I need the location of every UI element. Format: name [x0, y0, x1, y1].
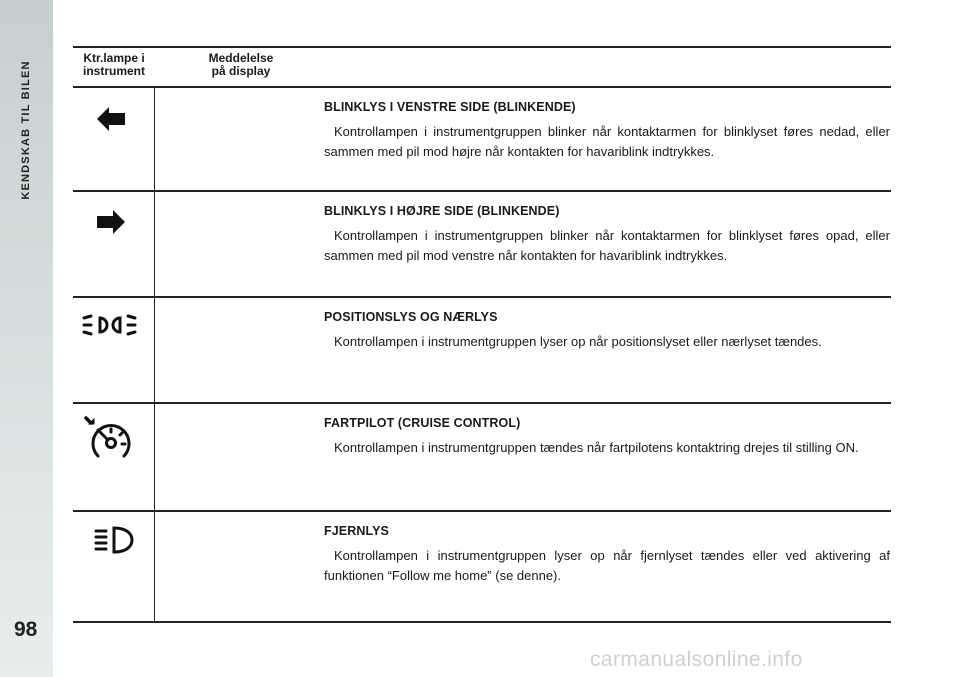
page-number: 98: [14, 618, 38, 641]
section-title: [16, 50, 36, 210]
column-header-display-text: Meddelelse på display: [208, 51, 274, 78]
row-title: FJERNLYS: [324, 524, 389, 538]
column-header-lamp: [74, 52, 154, 78]
column-header-lamp-text: Ktr.lampe i instrument: [82, 51, 145, 78]
row-divider: [73, 402, 891, 404]
position-lights-icon: [82, 310, 138, 340]
row-title: BLINKLYS I HØJRE SIDE (BLINKENDE): [324, 204, 560, 218]
row-description: Kontrollampen i instrumentgruppen tændes når fartpilotens kontaktring drejes til stilling ON.: [334, 440, 859, 455]
row-title: FARTPILOT (CRUISE CONTROL): [324, 416, 521, 430]
right-arrow-icon: [96, 209, 126, 235]
row-description: Kontrollampen i instrumentgruppen blinker når kontaktarmen for blinklyset føres opad, eller sammen med pil mod venstre når kontakten for havariblink indtrykkes.: [324, 228, 890, 263]
row-title: POSITIONSLYS OG NÆRLYS: [324, 310, 498, 324]
header-rule: [73, 86, 891, 88]
row-divider: [73, 190, 891, 192]
cruise-control-icon: [84, 414, 136, 462]
section-title-text: KENDSKAB TIL BILEN: [20, 60, 32, 200]
row-divider: [73, 296, 891, 298]
row-title: BLINKLYS I VENSTRE SIDE (BLINKENDE): [324, 100, 576, 114]
table-top-rule: [73, 46, 891, 48]
table-bottom-rule: [73, 621, 891, 623]
watermark: carmanualsonline.info: [590, 648, 803, 671]
row-description: Kontrollampen i instrumentgruppen lyser op når fjernlyset tændes eller ved aktivering af funktionen “Follow me home” (se denne).: [324, 548, 890, 583]
row-description: Kontrollampen i instrumentgruppen lyser op når positionslyset eller nærlyset tændes.: [334, 334, 822, 349]
row-divider: [73, 510, 891, 512]
column-divider: [154, 87, 155, 623]
column-header-display: [196, 52, 286, 78]
row-description: Kontrollampen i instrumentgruppen blinker når kontaktarmen for blinklyset føres nedad, eller sammen med pil mod højre når kontakten for havariblink indtrykkes.: [324, 124, 890, 159]
sidebar: [0, 0, 53, 677]
high-beam-icon: [94, 525, 134, 557]
left-arrow-icon: [96, 106, 126, 132]
